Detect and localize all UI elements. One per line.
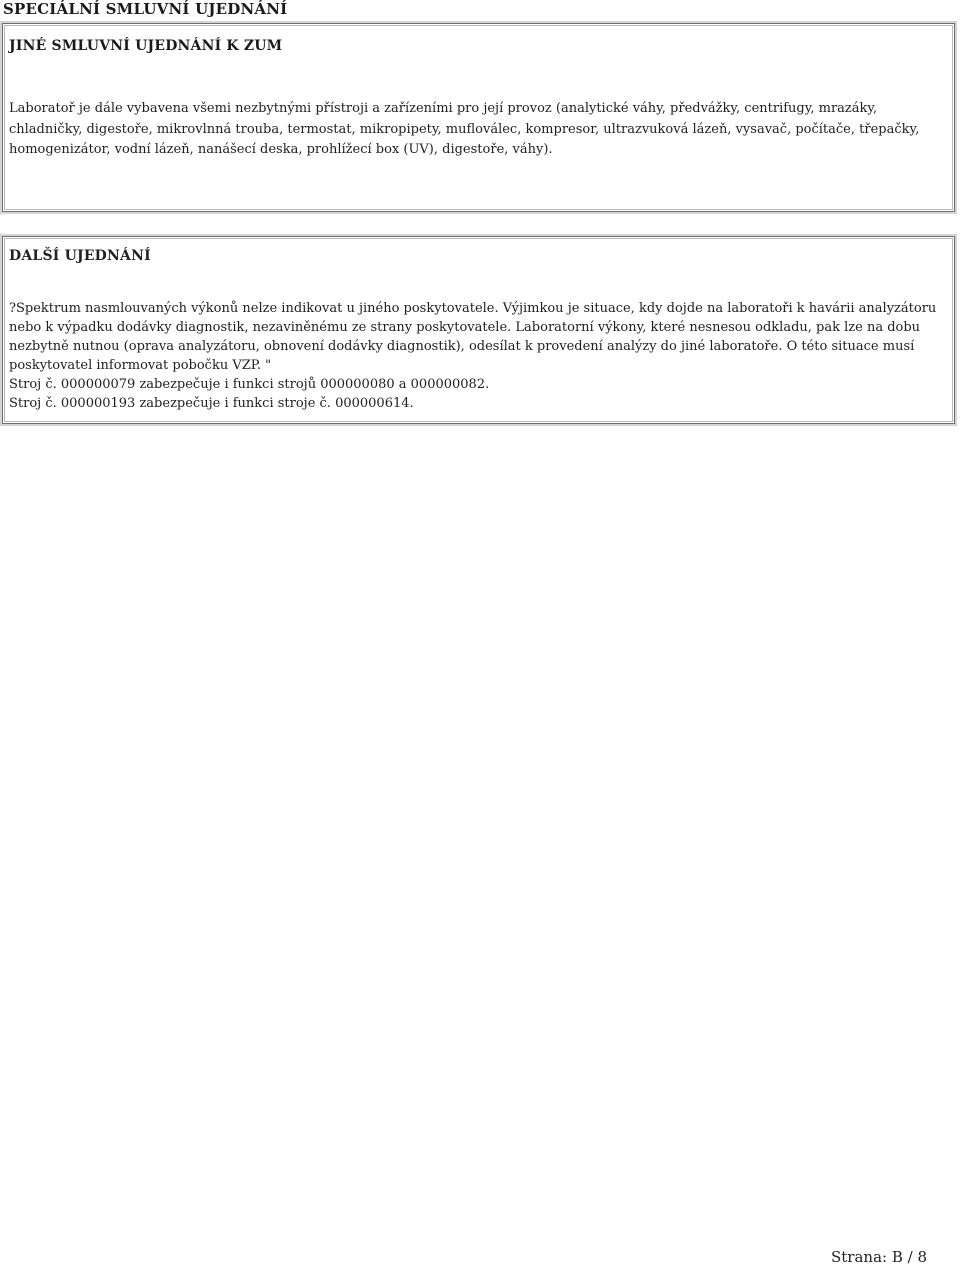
page-heading: SPECIÁLNÍ SMLUVNÍ UJEDNÁNÍ xyxy=(3,0,288,18)
section-body-zum xyxy=(9,99,946,161)
section-box-zum xyxy=(2,23,955,212)
paragraph: Stroj č. 000000079 zabezpečuje i funkci strojů 000000080 a 000000082. xyxy=(9,377,490,392)
section-body-dalsi xyxy=(9,299,946,413)
paragraph: ?Spektrum nasmlouvaných výkonů nelze indikovat u jiného poskytovatele. Výjimkou je situace, kdy dojde na laboratoři k havárii analyzátoru nebo k výpadku dodávky diagnostik, nezaviněnému ze strany poskytovatele. Laboratorní výkony, které nesnesou odkladu, pak lze na dobu nezbytně nutnou (oprava analyzátoru, obnovení dodávky diagnostik), odesílat k provedení analýzy do jiné laboratoře. O této situace musí poskytovatel informovat pobočku VZP. " xyxy=(9,301,937,373)
page-number: Strana: B / 8 xyxy=(831,1248,927,1266)
section-title-zum: JINÉ SMLUVNÍ UJEDNÁNÍ K ZUM xyxy=(9,38,283,54)
paragraph: Stroj č. 000000193 zabezpečuje i funkci stroje č. 000000614. xyxy=(9,396,414,411)
section-box-dalsi xyxy=(2,236,955,424)
paragraph: Laboratoř je dále vybavena všemi nezbytnými přístroji a zařízeními pro její provoz (analytické váhy, předvážky, centrifugy, mrazáky, chladničky, digestoře, mikrovlnná trouba, termostat, mikropipety, mufloválec, kompresor, ultrazvuková lázeň, vysavač, počítače, třepačky, homogenizátor, vodní lázeň, nanášecí deska, prohlížecí box (UV), digestoře, váhy). xyxy=(9,101,920,157)
section-title-dalsi: DALŠÍ UJEDNÁNÍ xyxy=(9,248,151,264)
